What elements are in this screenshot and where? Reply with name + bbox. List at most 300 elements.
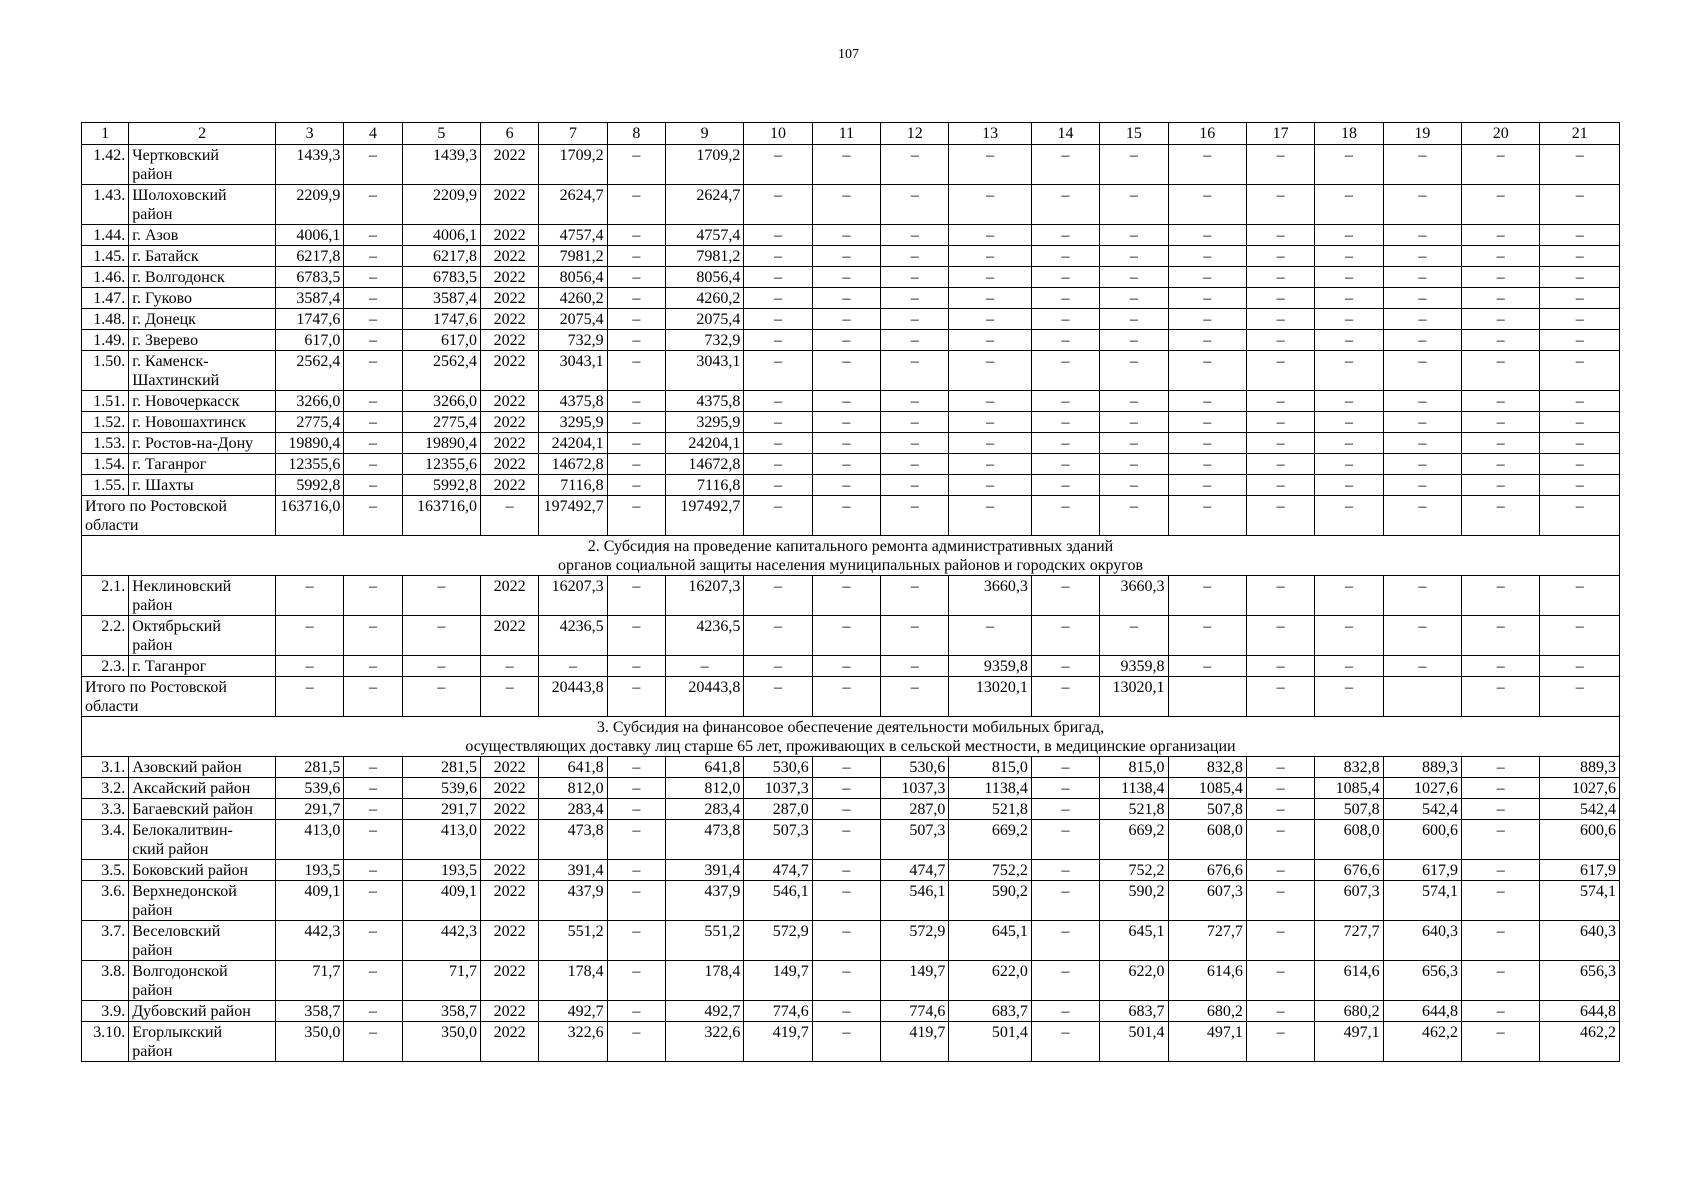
territory-name: Чертковский район: [129, 145, 276, 185]
value-cell: –: [344, 412, 402, 433]
value-cell: –: [344, 656, 402, 677]
value-cell: –: [881, 475, 949, 496]
value-cell: 521,8: [949, 799, 1031, 820]
value-cell: –: [1246, 757, 1314, 778]
total-value: 197492,7: [539, 496, 607, 536]
value-cell: 683,7: [1100, 1001, 1168, 1022]
value-cell: 391,4: [539, 860, 607, 881]
total-value: –: [402, 677, 480, 717]
value-cell: –: [1246, 1001, 1314, 1022]
value-cell: –: [344, 778, 402, 799]
value-cell: 645,1: [949, 921, 1031, 961]
value-cell: –: [1315, 246, 1383, 267]
value-cell: –: [812, 145, 880, 185]
total-value: –: [607, 677, 665, 717]
value-cell: –: [607, 475, 665, 496]
row-code: 1.53.: [82, 433, 129, 454]
value-cell: –: [1031, 391, 1099, 412]
value-cell: –: [812, 309, 880, 330]
row-code: 1.46.: [82, 267, 129, 288]
value-cell: –: [607, 778, 665, 799]
territory-name: Аксайский район: [129, 778, 276, 799]
value-cell: –: [1246, 225, 1314, 246]
value-cell: 2022: [481, 820, 539, 860]
value-cell: –: [881, 145, 949, 185]
value-cell: 4375,8: [539, 391, 607, 412]
value-cell: –: [1031, 616, 1099, 656]
value-cell: –: [1246, 881, 1314, 921]
column-number: 9: [665, 123, 743, 145]
value-cell: 16207,3: [665, 576, 743, 616]
value-cell: –: [812, 475, 880, 496]
value-cell: 2209,9: [402, 185, 480, 225]
total-value: 163716,0: [402, 496, 480, 536]
value-cell: 2022: [481, 1022, 539, 1062]
territory-name: г. Каменск- Шахтинский: [129, 351, 276, 391]
value-cell: 1747,6: [275, 309, 343, 330]
row-code: 3.5.: [82, 860, 129, 881]
value-cell: –: [744, 475, 812, 496]
value-cell: –: [881, 225, 949, 246]
table-row: [82, 860, 1620, 881]
value-cell: –: [1246, 475, 1314, 496]
value-cell: 7116,8: [539, 475, 607, 496]
value-cell: –: [1540, 351, 1620, 391]
value-cell: 2022: [481, 309, 539, 330]
column-number: 1: [82, 123, 129, 145]
value-cell: 832,8: [1168, 757, 1246, 778]
value-cell: 437,9: [539, 881, 607, 921]
total-value: –: [1462, 496, 1540, 536]
value-cell: –: [344, 185, 402, 225]
row-code: 1.52.: [82, 412, 129, 433]
value-cell: 641,8: [665, 757, 743, 778]
value-cell: –: [1383, 391, 1461, 412]
total-value: –: [1168, 496, 1246, 536]
value-cell: –: [1168, 433, 1246, 454]
value-cell: –: [1462, 475, 1540, 496]
value-cell: –: [1246, 1022, 1314, 1062]
value-cell: 683,7: [949, 1001, 1031, 1022]
value-cell: –: [1383, 185, 1461, 225]
value-cell: –: [607, 185, 665, 225]
value-cell: 617,0: [275, 330, 343, 351]
value-cell: –: [1100, 616, 1168, 656]
value-cell: –: [812, 921, 880, 961]
value-cell: –: [1540, 225, 1620, 246]
territory-name: г. Волгодонск: [129, 267, 276, 288]
value-cell: 4236,5: [539, 616, 607, 656]
value-cell: –: [607, 881, 665, 921]
row-code: 1.54.: [82, 454, 129, 475]
value-cell: –: [1383, 145, 1461, 185]
value-cell: 501,4: [949, 1022, 1031, 1062]
table-row: [82, 391, 1620, 412]
value-cell: –: [1462, 799, 1540, 820]
value-cell: 442,3: [275, 921, 343, 961]
territory-name: Веселовский район: [129, 921, 276, 961]
value-cell: –: [344, 961, 402, 1001]
value-cell: 2022: [481, 391, 539, 412]
value-cell: 551,2: [539, 921, 607, 961]
value-cell: 413,0: [402, 820, 480, 860]
value-cell: 3587,4: [402, 288, 480, 309]
value-cell: –: [1100, 391, 1168, 412]
value-cell: –: [881, 656, 949, 677]
value-cell: –: [1168, 309, 1246, 330]
table-row: [82, 778, 1620, 799]
value-cell: 640,3: [1540, 921, 1620, 961]
value-cell: 590,2: [949, 881, 1031, 921]
value-cell: 812,0: [665, 778, 743, 799]
column-number: 12: [881, 123, 949, 145]
value-cell: –: [1031, 1022, 1099, 1062]
value-cell: 2022: [481, 433, 539, 454]
value-cell: –: [1031, 656, 1099, 677]
total-value: –: [275, 677, 343, 717]
value-cell: –: [881, 576, 949, 616]
value-cell: –: [1031, 1001, 1099, 1022]
value-cell: 607,3: [1168, 881, 1246, 921]
value-cell: 4757,4: [539, 225, 607, 246]
value-cell: 2022: [481, 330, 539, 351]
subsidy-table: [81, 122, 1620, 1062]
value-cell: 1709,2: [665, 145, 743, 185]
value-cell: 2775,4: [275, 412, 343, 433]
value-cell: 542,4: [1540, 799, 1620, 820]
value-cell: 521,8: [1100, 799, 1168, 820]
table-row: [82, 1001, 1620, 1022]
value-cell: 530,6: [881, 757, 949, 778]
value-cell: –: [1246, 351, 1314, 391]
total-value: 163716,0: [275, 496, 343, 536]
value-cell: 507,3: [744, 820, 812, 860]
value-cell: –: [1031, 309, 1099, 330]
row-code: 1.47.: [82, 288, 129, 309]
value-cell: –: [1383, 433, 1461, 454]
value-cell: 9359,8: [949, 656, 1031, 677]
value-cell: –: [1462, 656, 1540, 677]
value-cell: 676,6: [1315, 860, 1383, 881]
value-cell: 473,8: [539, 820, 607, 860]
value-cell: –: [1168, 185, 1246, 225]
value-cell: –: [812, 433, 880, 454]
value-cell: –: [1031, 330, 1099, 351]
value-cell: –: [1315, 433, 1383, 454]
value-cell: –: [344, 860, 402, 881]
total-value: –: [949, 496, 1031, 536]
value-cell: –: [1540, 309, 1620, 330]
value-cell: –: [607, 288, 665, 309]
value-cell: –: [1246, 778, 1314, 799]
value-cell: –: [1383, 576, 1461, 616]
value-cell: –: [1031, 576, 1099, 616]
value-cell: –: [744, 246, 812, 267]
value-cell: –: [607, 576, 665, 616]
value-cell: 1085,4: [1315, 778, 1383, 799]
value-cell: 2022: [481, 961, 539, 1001]
value-cell: 2022: [481, 921, 539, 961]
value-cell: –: [607, 412, 665, 433]
value-cell: 622,0: [1100, 961, 1168, 1001]
value-cell: –: [1246, 412, 1314, 433]
value-cell: –: [1462, 961, 1540, 1001]
value-cell: –: [812, 391, 880, 412]
value-cell: 614,6: [1168, 961, 1246, 1001]
value-cell: –: [1383, 412, 1461, 433]
value-cell: 283,4: [665, 799, 743, 820]
value-cell: –: [344, 475, 402, 496]
value-cell: 644,8: [1540, 1001, 1620, 1022]
total-value: –: [1031, 496, 1099, 536]
value-cell: –: [1246, 576, 1314, 616]
value-cell: 507,8: [1168, 799, 1246, 820]
value-cell: –: [344, 1022, 402, 1062]
value-cell: –: [1100, 145, 1168, 185]
value-cell: 4006,1: [275, 225, 343, 246]
value-cell: –: [344, 351, 402, 391]
value-cell: 1747,6: [402, 309, 480, 330]
value-cell: –: [344, 616, 402, 656]
value-cell: 2209,9: [275, 185, 343, 225]
row-code: 3.6.: [82, 881, 129, 921]
value-cell: –: [1462, 351, 1540, 391]
value-cell: –: [1462, 921, 1540, 961]
value-cell: 530,6: [744, 757, 812, 778]
value-cell: 19890,4: [402, 433, 480, 454]
value-cell: –: [812, 616, 880, 656]
value-cell: –: [744, 185, 812, 225]
value-cell: –: [1315, 576, 1383, 616]
value-cell: 539,6: [402, 778, 480, 799]
value-cell: –: [607, 330, 665, 351]
value-cell: 4236,5: [665, 616, 743, 656]
value-cell: 2562,4: [402, 351, 480, 391]
value-cell: –: [1100, 288, 1168, 309]
row-code: 1.49.: [82, 330, 129, 351]
value-cell: –: [812, 1001, 880, 1022]
total-value: –: [812, 677, 880, 717]
row-code: 2.1.: [82, 576, 129, 616]
value-cell: –: [344, 757, 402, 778]
column-number: 17: [1246, 123, 1314, 145]
value-cell: –: [1168, 576, 1246, 616]
row-code: 3.4.: [82, 820, 129, 860]
value-cell: –: [1540, 576, 1620, 616]
territory-name: г. Зверево: [129, 330, 276, 351]
value-cell: –: [1462, 267, 1540, 288]
territory-name: г. Донецк: [129, 309, 276, 330]
value-cell: –: [1168, 475, 1246, 496]
value-cell: 474,7: [881, 860, 949, 881]
value-cell: –: [1315, 267, 1383, 288]
value-cell: 24204,1: [665, 433, 743, 454]
value-cell: 287,0: [881, 799, 949, 820]
value-cell: –: [607, 391, 665, 412]
value-cell: –: [1383, 225, 1461, 246]
value-cell: –: [812, 778, 880, 799]
value-cell: 474,7: [744, 860, 812, 881]
table-row: [82, 454, 1620, 475]
value-cell: –: [1168, 288, 1246, 309]
value-cell: –: [1462, 454, 1540, 475]
value-cell: 7116,8: [665, 475, 743, 496]
value-cell: 1439,3: [275, 145, 343, 185]
value-cell: –: [1031, 860, 1099, 881]
row-code: 3.7.: [82, 921, 129, 961]
column-number: 6: [481, 123, 539, 145]
territory-name: Белокалитвин- ский район: [129, 820, 276, 860]
value-cell: –: [1315, 145, 1383, 185]
row-code: 1.48.: [82, 309, 129, 330]
value-cell: 645,1: [1100, 921, 1168, 961]
table-row: [82, 921, 1620, 961]
row-code: 2.3.: [82, 656, 129, 677]
territory-name: г. Батайск: [129, 246, 276, 267]
column-number: 8: [607, 123, 665, 145]
value-cell: 473,8: [665, 820, 743, 860]
value-cell: –: [1168, 454, 1246, 475]
value-cell: –: [1246, 433, 1314, 454]
section-2-header: [82, 536, 1620, 576]
territory-name: Егорлыкский район: [129, 1022, 276, 1062]
value-cell: –: [812, 576, 880, 616]
value-cell: 542,4: [1383, 799, 1461, 820]
value-cell: –: [1246, 616, 1314, 656]
value-cell: –: [1031, 225, 1099, 246]
column-number: 19: [1383, 123, 1461, 145]
total-value: –: [881, 677, 949, 717]
value-cell: 669,2: [949, 820, 1031, 860]
value-cell: –: [1031, 961, 1099, 1001]
value-cell: –: [1315, 656, 1383, 677]
value-cell: –: [344, 433, 402, 454]
value-cell: 2022: [481, 185, 539, 225]
value-cell: –: [607, 145, 665, 185]
value-cell: 2022: [481, 881, 539, 921]
value-cell: –: [344, 576, 402, 616]
value-cell: 24204,1: [539, 433, 607, 454]
value-cell: –: [344, 288, 402, 309]
value-cell: 462,2: [1540, 1022, 1620, 1062]
table-row: [82, 330, 1620, 351]
total-value: –: [481, 496, 539, 536]
value-cell: 507,8: [1315, 799, 1383, 820]
value-cell: –: [1462, 1022, 1540, 1062]
column-number: 15: [1100, 123, 1168, 145]
value-cell: 8056,4: [539, 267, 607, 288]
value-cell: –: [1315, 412, 1383, 433]
value-cell: 774,6: [881, 1001, 949, 1022]
table-row: [82, 225, 1620, 246]
value-cell: –: [949, 309, 1031, 330]
column-number: 20: [1462, 123, 1540, 145]
value-cell: –: [1100, 454, 1168, 475]
value-cell: 2022: [481, 799, 539, 820]
value-cell: –: [1315, 351, 1383, 391]
value-cell: –: [1462, 433, 1540, 454]
value-cell: –: [1540, 288, 1620, 309]
value-cell: –: [1246, 799, 1314, 820]
value-cell: –: [1031, 185, 1099, 225]
value-cell: –: [1168, 616, 1246, 656]
value-cell: –: [949, 475, 1031, 496]
column-number: 18: [1315, 123, 1383, 145]
value-cell: 2022: [481, 1001, 539, 1022]
value-cell: –: [812, 351, 880, 391]
value-cell: 19890,4: [275, 433, 343, 454]
total-value: –: [744, 677, 812, 717]
value-cell: –: [1246, 860, 1314, 881]
table-row: [82, 145, 1620, 185]
value-cell: –: [1100, 185, 1168, 225]
value-cell: –: [744, 225, 812, 246]
table-row: [82, 351, 1620, 391]
value-cell: –: [949, 616, 1031, 656]
total-row: [82, 496, 1620, 536]
value-cell: 7981,2: [665, 246, 743, 267]
value-cell: –: [1315, 391, 1383, 412]
row-code: 1.43.: [82, 185, 129, 225]
value-cell: –: [607, 757, 665, 778]
value-cell: 812,0: [539, 778, 607, 799]
total-value: 20443,8: [539, 677, 607, 717]
value-cell: –: [1168, 246, 1246, 267]
value-cell: 391,4: [665, 860, 743, 881]
table-row: [82, 309, 1620, 330]
value-cell: –: [1246, 820, 1314, 860]
table-row: [82, 656, 1620, 677]
value-cell: 617,9: [1383, 860, 1461, 881]
column-number: 13: [949, 123, 1031, 145]
value-cell: 2022: [481, 616, 539, 656]
table-row: [82, 576, 1620, 616]
column-number: 16: [1168, 123, 1246, 145]
value-cell: –: [812, 330, 880, 351]
value-cell: –: [1540, 433, 1620, 454]
value-cell: 2075,4: [539, 309, 607, 330]
value-cell: –: [812, 185, 880, 225]
value-cell: –: [1246, 921, 1314, 961]
value-cell: 546,1: [744, 881, 812, 921]
value-cell: 2624,7: [539, 185, 607, 225]
value-cell: 1037,3: [881, 778, 949, 799]
value-cell: –: [1315, 475, 1383, 496]
value-cell: 774,6: [744, 1001, 812, 1022]
table-row: [82, 1022, 1620, 1062]
value-cell: 16207,3: [539, 576, 607, 616]
value-cell: –: [1100, 330, 1168, 351]
value-cell: –: [1383, 309, 1461, 330]
value-cell: –: [1540, 267, 1620, 288]
row-code: 1.55.: [82, 475, 129, 496]
total-value: –: [1315, 677, 1383, 717]
value-cell: –: [949, 288, 1031, 309]
value-cell: –: [607, 820, 665, 860]
value-cell: –: [1246, 330, 1314, 351]
value-cell: –: [1315, 225, 1383, 246]
value-cell: –: [881, 351, 949, 391]
value-cell: 732,9: [539, 330, 607, 351]
value-cell: 656,3: [1540, 961, 1620, 1001]
value-cell: 617,9: [1540, 860, 1620, 881]
value-cell: –: [812, 412, 880, 433]
total-value: –: [1540, 677, 1620, 717]
value-cell: 507,3: [881, 820, 949, 860]
value-cell: 149,7: [881, 961, 949, 1001]
value-cell: 2022: [481, 145, 539, 185]
value-cell: 12355,6: [275, 454, 343, 475]
